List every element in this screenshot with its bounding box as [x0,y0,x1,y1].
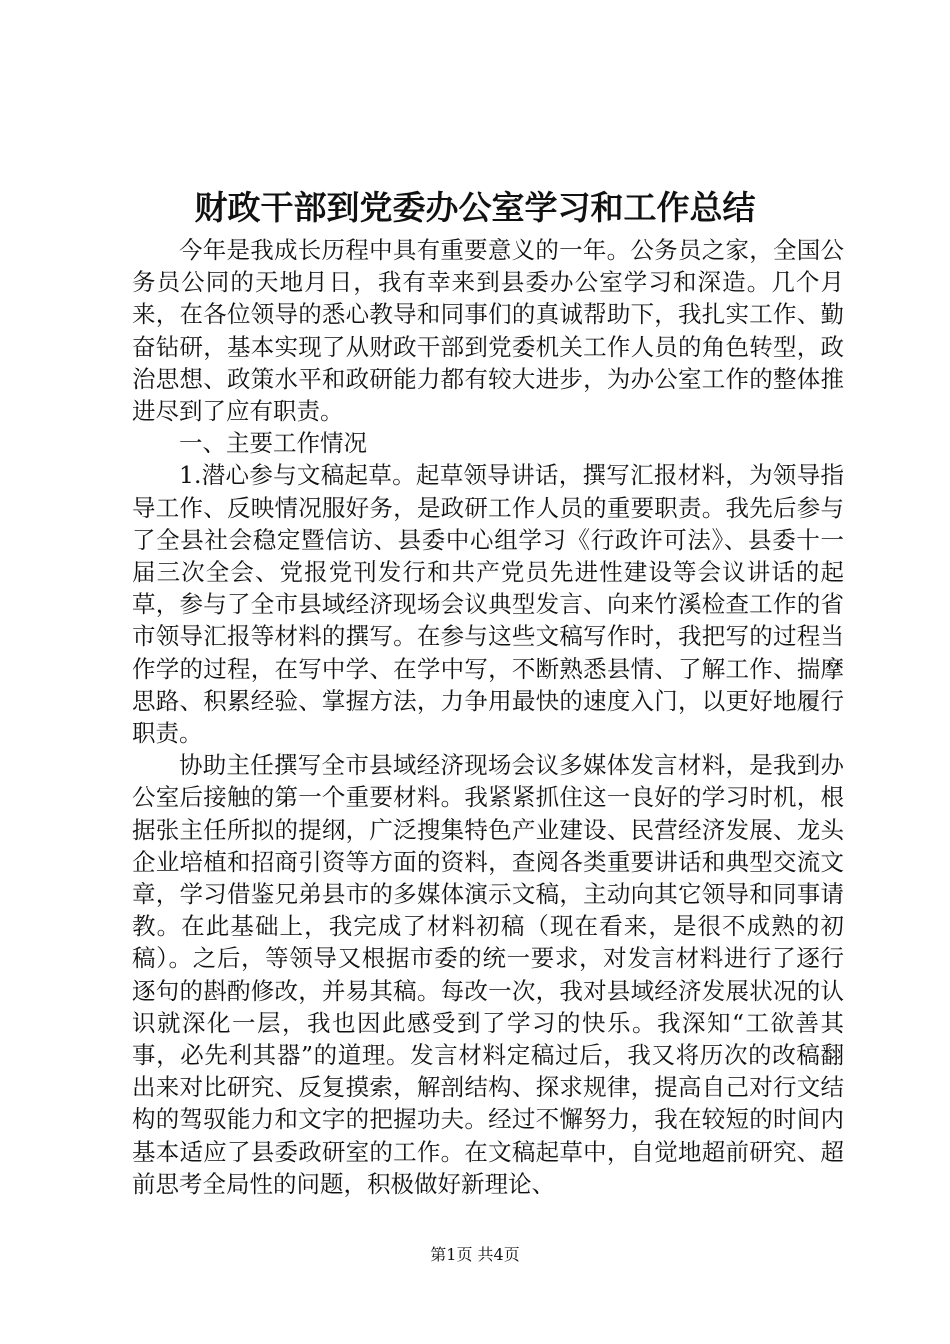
body-paragraph: 协助主任撰写全市县域经济现场会议多媒体发言材料，是我到办公室后接触的第一个重要材料。我紧紧抓住这一良好的学习时机，根据张主任所拟的提纲，广泛搜集特色产业建设、民营经济发展、龙头企业培植和招商引资等方面的资料，查阅各类重要讲话和典型交流文章，学习借鉴兄弟县市的多媒体演示文稿，主动向其它领导和同事请教。在此基础上，我完成了材料初稿（现在看来，是很不成熟的初稿）。之后，等领导又根据市委的统一要求，对发言材料进行了逐行逐句的斟酌修改，并易其稿。每改一次，我对县域经济发展状况的认识就深化一层，我也因此感受到了学习的快乐。我深知“工欲善其事，必先利其器”的道理。发言材料定稿过后，我又将历次的改稿翻出来对比研究、反复摸索，解剖结构、探求规律，提高自己对行文结构的驾驭能力和文字的把握功夫。经过不懈努力，我在较短的时间内基本适应了县委政研室的工作。在文稿起草中，自觉地超前研究、超前思考全局性的问题，积极做好新理论、 [132,751,844,1198]
section-heading: 一、主要工作情况 [179,429,367,458]
document-title: 财政干部到党委办公室学习和工作总结 [194,188,756,227]
intro-paragraph: 今年是我成长历程中具有重要意义的一年。公务员之家，全国公务员公同的天地月日，我有幸来到县委办公室学习和深造。几个月来，在各位领导的悉心教导和同事们的真诚帮助下，我扎实工作、勤奋钻研，基本实现了从财政干部到党委机关工作人员的角色转型，政治思想、政策水平和政研能力都有较大进步，为办公室工作的整体推进尽到了应有职责。 [132,236,844,426]
page-number-footer: 第1页 共4页 [430,1245,520,1264]
document-body [132,234,844,1200]
body-paragraph: 1.潜心参与文稿起草。起草领导讲话，撰写汇报材料，为领导指导工作、反映情况服好务，是政研工作人员的重要职责。我先后参与了全县社会稳定暨信访、县委中心组学习《行政许可法》、县委十一届三次全会、党报党刊发行和共产党员先进性建设等会议讲话的起草，参与了全市县域经济现场会议典型发言、向来竹溪检查工作的省市领导汇报等材料的撰写。在参与这些文稿写作时，我把写的过程当作学的过程，在写中学、在学中写，不断熟悉县情、了解工作、揣摩思路、积累经验、掌握方法，力争用最快的速度入门，以更好地履行职责。 [132,461,844,748]
